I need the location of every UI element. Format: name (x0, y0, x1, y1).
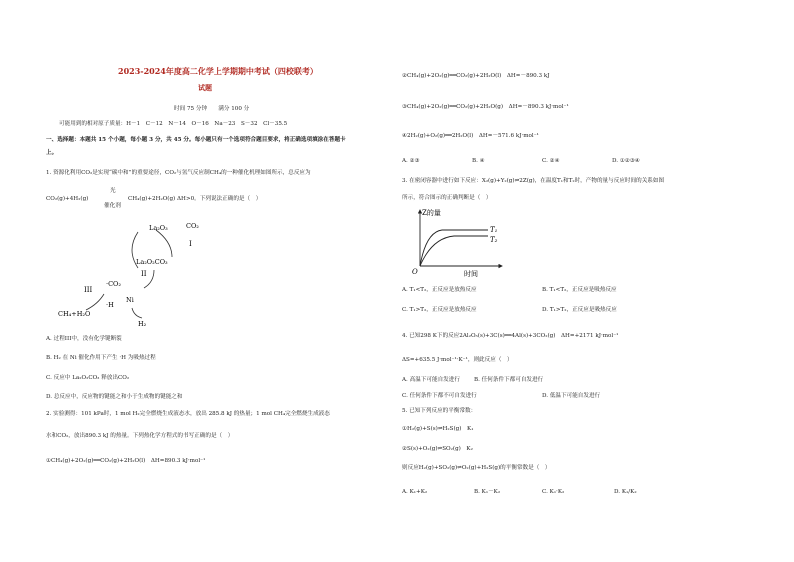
q1-stem: 1. 资源化利用CO₂是实现“碳中和”的重要途径，CO₂与氢气反应制CH₄的一种催化机理如图所示，总反应为 (46, 170, 311, 176)
y-axis-label: Z的量 (422, 209, 441, 217)
exam-title: 2023-2024年度高二化学上学期期中考试（四校联考） (118, 66, 318, 76)
q4-stem: 4. 已知298 K下的反应2Al₂O₃(s)+3C(s)══4Al(s)+3CO₂(g) ΔH=+2171 kJ·mol⁻¹ (402, 333, 619, 339)
t1-label: T₁ (490, 226, 498, 234)
q2-stem-cont: 水和CO₂，放出890.3 kJ 的热量。下列热化学方程式的书写正确的是（ ） (46, 433, 234, 439)
section-heading-cont: 上。 (46, 150, 58, 156)
q2-option-d[interactable]: D. ①②③④ (612, 158, 640, 164)
q3-stem: 3. 在密闭容器中进行如下反应：X₂(g)+Y₂(g)⇌2Z(g)，在温度T₁和T₂时，产物的量与反应时间的关系如图 (402, 178, 665, 184)
co2-radical-label: ·CO₂ (106, 280, 121, 288)
q4-stem-cont: ΔS=+635.5 J·mol⁻¹·K⁻¹，则此反应（ ） (402, 357, 513, 363)
la2o2co3-label: La₂O₂CO₃ (136, 258, 168, 266)
q2-eq3: ③CH₄(g)+2O₂(g)══CO₂(g)+2H₂O(g) ΔH=－890.3 kJ·mol⁻¹ (402, 104, 569, 110)
q3-option-b[interactable]: B. T₁<T₂，正反应是吸热反应 (542, 287, 617, 293)
q3-option-a[interactable]: A. T₁<T₂，正反应是放热反应 (402, 287, 477, 293)
q3-option-c[interactable]: C. T₁>T₂，正反应是放热反应 (402, 307, 477, 313)
ni-label: Ni (126, 296, 134, 304)
t2-curve (420, 236, 488, 266)
q3-stem-cont: 所示，符合图示的正确判断是（ ） (402, 195, 492, 201)
origin-label: O (412, 268, 418, 276)
q2-option-c[interactable]: C. ②④ (542, 158, 560, 164)
q5-option-c[interactable]: C. K₁·K₂ (542, 489, 565, 495)
q5-eq1: ①H₂(g)+S(s)⇌H₂S(g) K₁ (402, 426, 474, 432)
time-score: 时间 75 分钟 满分 100 分 (174, 106, 250, 112)
q1-eq-right: CH₄(g)+2H₂O(g) ΔH>0。下列说法正确的是（ ） (128, 196, 262, 202)
q2-option-b[interactable]: B. ④ (472, 158, 485, 164)
q5-eq2: ②S(s)+O₂(g)⇌SO₂(g) K₂ (402, 446, 473, 452)
q4-option-b[interactable]: B. 任何条件下都可自发进行 (474, 377, 544, 383)
q1-option-d[interactable]: D. 总反应中，反应物的键能之和小于生成物的键能之和 (46, 394, 183, 400)
q5-stem: 5. 已知下列反应的平衡常数： (402, 408, 477, 414)
q2-eq1: ①CH₄(g)+2O₂(g)══CO₂(g)+2H₂O(l) ΔH=890.3 kJ·mol⁻¹ (46, 458, 206, 464)
h2-label: H₂ (138, 320, 147, 328)
q5-option-a[interactable]: A. K₁+K₂ (402, 489, 428, 495)
q4-option-c[interactable]: C. 任何条件下都不可自发进行 (402, 393, 477, 399)
q1-option-a[interactable]: A. 过程III中，没有化学键断裂 (46, 336, 122, 342)
q2-eq4: ④2H₂(g)+O₂(g)══2H₂O(l) ΔH=－571.6 kJ·mol⁻¹ (402, 133, 539, 139)
q4-option-a[interactable]: A. 高温下可能自发进行 (402, 377, 460, 383)
mechanism-diagram (46, 212, 266, 337)
q5-option-b[interactable]: B. K₁－K₂ (474, 489, 501, 495)
z-amount-chart (408, 206, 508, 278)
q1-option-c[interactable]: C. 反应中 La₂O₂CO₃ 释放出CO₂ (46, 375, 130, 381)
la2o3-label: La₂O₃ (149, 224, 168, 232)
products-label: CH₄+H₂O (58, 310, 91, 318)
q1-eq-top: 光 (110, 188, 116, 194)
co2-label: CO₂ (186, 222, 199, 230)
exam-subtitle: 试题 (198, 83, 212, 92)
t1-curve (420, 230, 488, 266)
step-ii-label: II (141, 270, 147, 278)
q1-option-b[interactable]: B. H₂ 在 Ni 催化作用下产生 ·H 为吸热过程 (46, 355, 156, 361)
q1-eq-left: CO₂(g)+4H₂(g) (46, 196, 89, 202)
q2-stem: 2. 实验测得：101 kPa时，1 mol H₂完全燃烧生成液态水，放出 285.8 kJ 的热量；1 mol CH₄完全燃烧生成液态 (46, 411, 330, 417)
q2-eq2: ②CH₄(g)+2O₂(g)══CO₂(g)+2H₂O(l) ΔH=－890.3 kJ (402, 73, 550, 79)
q1-eq-bottom: 催化剂 (104, 203, 121, 209)
t2-label: T₂ (490, 236, 498, 244)
q2-option-a[interactable]: A. ②③ (402, 158, 420, 164)
atomic-masses: 可能用到的相对原子质量：H－1 C－12 N－14 O－16 Na－23 S－32 Cl－35.5 (59, 121, 288, 127)
section-heading: 一、选择题：本题共 15 个小题，每小题 3 分，共 45 分。每小题只有一个选项符合题目要求，将正确选项填涂在答题卡 (46, 137, 346, 143)
h-radical-label: ·H (106, 301, 114, 309)
q5-question: 则反应H₂(g)+SO₂(g)⇌O₂(g)+H₂S(g)的平衡常数是（ ） (402, 465, 551, 471)
q4-option-d[interactable]: D. 低温下可能自发进行 (542, 393, 601, 399)
x-axis-label: 时间 (464, 270, 478, 278)
q3-option-d[interactable]: D. T₁>T₂，正反应是吸热反应 (542, 307, 617, 313)
q5-option-d[interactable]: D. K₁/K₂ (614, 489, 637, 495)
step-i-label: I (189, 240, 192, 248)
step-iii-label: III (84, 286, 93, 294)
